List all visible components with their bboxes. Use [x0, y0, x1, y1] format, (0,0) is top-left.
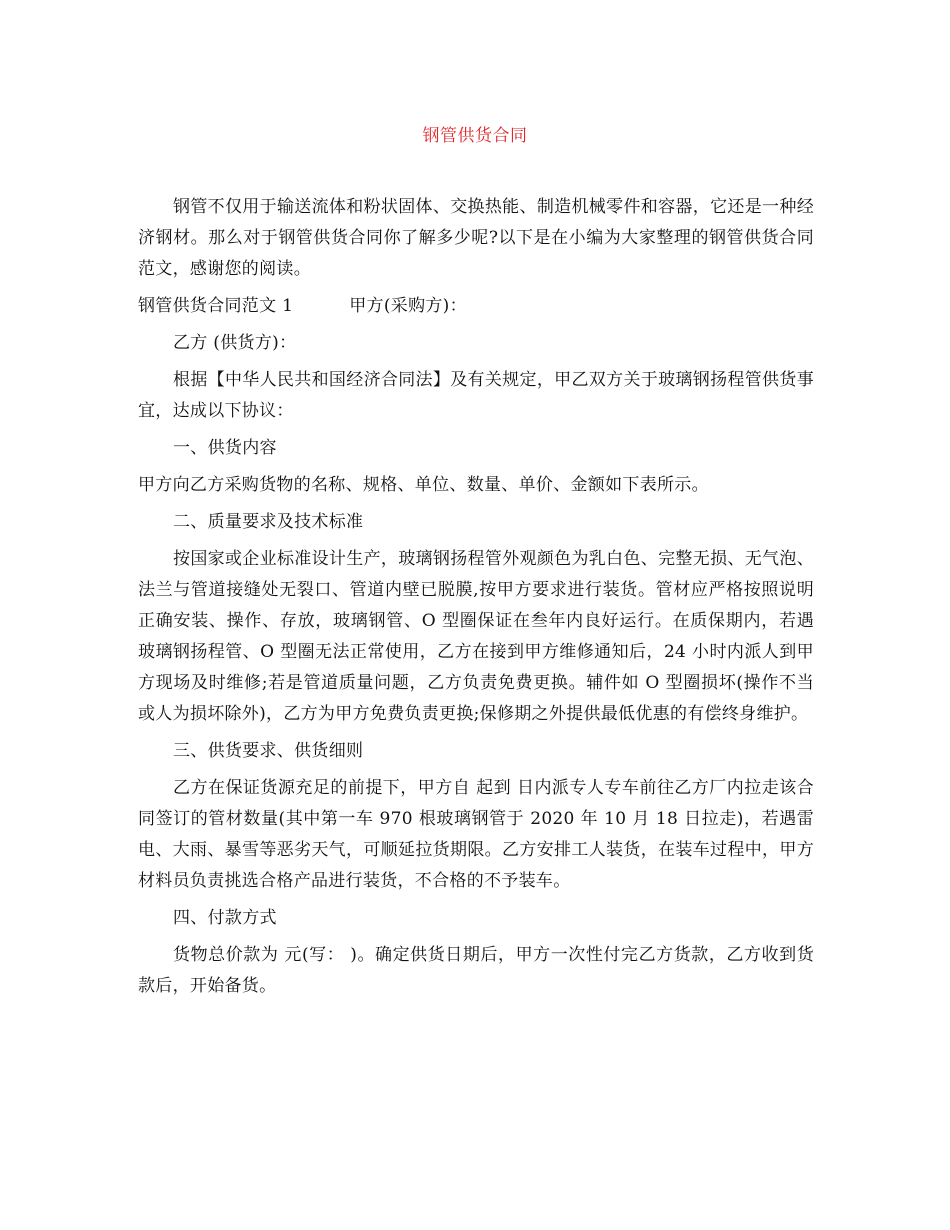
section2-heading: 二、质量要求及技术标准 [173, 512, 364, 532]
section3-heading: 三、供货要求、供货细则 [173, 741, 364, 761]
basis-paragraph: 根据【中华人民共和国经济合同法】及有关规定，甲乙双方关于玻璃钢扬程管供货事宜，达成以下协议： [138, 370, 814, 421]
sample-heading: 钢管供货合同范文 1 [138, 296, 294, 316]
party-b-label: 乙方 (供货方)： [173, 333, 297, 353]
party-a-label: 甲方(采购方)： [349, 296, 467, 316]
document-body [138, 192, 814, 1008]
section3-paragraph: 乙方在保证货源充足的前提下，甲方自 起到 日内派专人专车前往乙方厂内拉走该合同签订的管材数量(其中第一车 970 根玻璃钢管于 2020 年 10 月 18 日拉走)，若遇雷电、大雨、暴雪等恶劣天气，可顺延拉货期限。乙方安排工人装货，在装车过程中，甲方材料员负责挑选合格产品进行装货，不合格的不予装车。 [138, 778, 814, 891]
document-title: 钢管供货合同 [422, 126, 528, 146]
section1-heading: 一、供货内容 [173, 438, 277, 458]
section4-heading: 四、付款方式 [173, 908, 277, 928]
section1-paragraph: 甲方向乙方采购货物的名称、规格、单位、数量、单价、金额如下表所示。 [138, 475, 709, 495]
intro-paragraph: 钢管不仅用于输送流体和粉状固体、交换热能、制造机械零件和容器，它还是一种经济钢材。那么对于钢管供货合同你了解多少呢?以下是在小编为大家整理的钢管供货合同范文，感谢您的阅读。 [138, 197, 814, 279]
sample-heading-line [138, 291, 814, 322]
section4-paragraph: 货物总价款为 元(写： )。确定供货日期后，甲方一次性付完乙方货款，乙方收到货款后，开始备货。 [138, 945, 814, 996]
section2-paragraph: 按国家或企业标准设计生产，玻璃钢扬程管外观颜色为乳白色、完整无损、无气泡、法兰与管道接缝处无裂口、管道内壁已脱膜,按甲方要求进行装货。管材应严格按照说明正确安装、操作、存放，玻璃钢管、O 型圈保证在叁年内良好运行。在质保期内，若遇玻璃钢扬程管、O 型圈无法正常使用，乙方在接到甲方维修通知后，24 小时内派人到甲方现场及时维修;若是管道质量问题，乙方负责免费更换。辅件如 O 型圈损坏(操作不当或人为损坏除外)，乙方为甲方免费负责更换;保修期之外提供最低优惠的有偿终身维护。 [138, 549, 814, 724]
